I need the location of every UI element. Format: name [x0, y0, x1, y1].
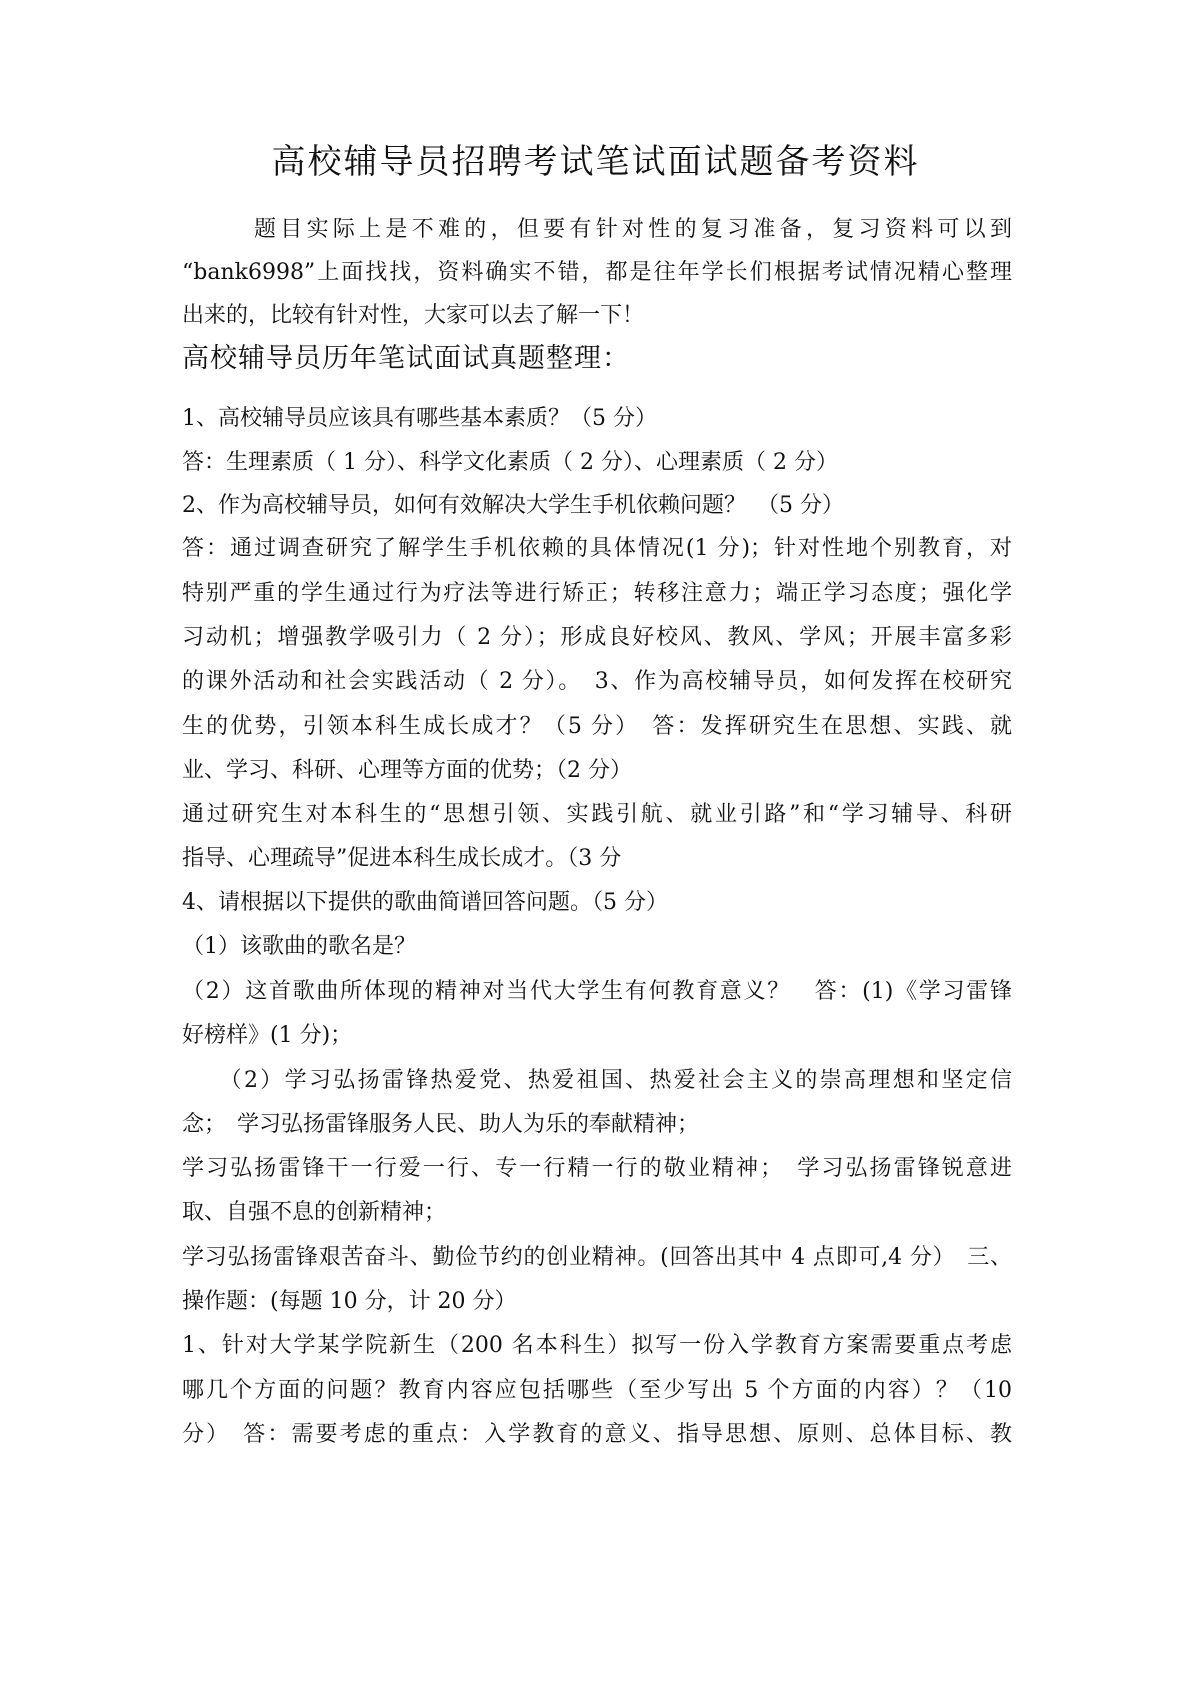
body-line: 学习弘扬雷锋艰苦奋斗、勤俭节约的创业精神。(回答出其中 4 点即可,4 分） 三、: [182, 1245, 1012, 1270]
body-line: 生的优势，引领本科生成长成才？（5 分） 答：发挥研究生在思想、实践、就: [182, 714, 1012, 739]
body-line: （1）该歌曲的歌名是？: [182, 934, 416, 959]
body-line: 2、作为高校辅导员，如何有效解决大学生手机依赖问题？ （5 分）: [182, 493, 844, 518]
body-line: 1、高校辅导员应该具有哪些基本素质？（5 分）: [182, 406, 657, 431]
body-line: 答：通过调查研究了解学生手机依赖的具体情况(1 分)；针对性地个别教育，对: [182, 536, 1012, 561]
body-line: （2）这首歌曲所体现的精神对当代大学生有何教育意义？ 答：(1)《学习雷锋: [182, 979, 1012, 1004]
body-line: 分） 答：需要考虑的重点：入学教育的意义、指导思想、原则、总体目标、教: [182, 1422, 1012, 1447]
body-line: 业、学习、科研、心理等方面的优势；（2 分）: [182, 758, 632, 783]
body-line: 的课外活动和社会实践活动（ 2 分）。 3、作为高校辅导员，如何发挥在校研究: [182, 669, 1012, 694]
body-line: 操作题：(每题 10 分，计 20 分）: [182, 1289, 517, 1314]
body-line: 指导、心理疏导”促进本科生成长成才。（3 分: [182, 846, 622, 871]
document-title: 高校辅导员招聘考试笔试面试题备考资料: [271, 142, 920, 182]
body-line: 好榜样》(1 分)；: [182, 1023, 353, 1048]
body-line: 答：生理素质（ 1 分）、科学文化素质（ 2 分）、心理素质（ 2 分）: [182, 450, 838, 475]
body-line: 4、请根据以下提供的歌曲简谱回答问题。（5 分）: [182, 890, 668, 915]
body-line: 学习弘扬雷锋干一行爱一行、专一行精一行的敬业精神； 学习弘扬雷锋锐意进: [182, 1156, 1012, 1181]
intro-line: 出来的，比较有针对性，大家可以去了解一下！: [182, 303, 645, 328]
body-line: 通过研究生对本科生的“思想引领、实践引航、就业引路”和“学习辅导、科研: [182, 802, 1012, 827]
body-line: 念； 学习弘扬雷锋服务人民、助人为乐的奉献精神；: [182, 1112, 700, 1137]
intro-line: 题目实际上是不难的，但要有针对性的复习准备，复习资料可以到: [254, 217, 1012, 242]
body-line: 特别严重的学生通过行为疗法等进行矫正；转移注意力；端正学习态度；强化学: [182, 581, 1012, 606]
body-line: （2）学习弘扬雷锋热爱党、热爱祖国、热爱社会主义的崇高理想和坚定信: [182, 1068, 1012, 1093]
section-heading: 高校辅导员历年笔试面试真题整理：: [182, 343, 630, 374]
body-line: 1、针对大学某学院新生（200 名本科生）拟写一份入学教育方案需要重点考虑: [182, 1333, 1012, 1358]
intro-line: “bank6998”上面找找，资料确实不错，都是往年学长们根据考试情况精心整理: [182, 260, 1012, 285]
body-line: 哪几个方面的问题？教育内容应包括哪些（至少写出 5 个方面的内容）？（10: [182, 1378, 1012, 1403]
body-line: 习动机；增强教学吸引力（ 2 分）；形成良好校风、教风、学风；开展丰富多彩: [182, 625, 1012, 650]
body-line: 取、自强不息的创新精神；: [182, 1200, 447, 1225]
